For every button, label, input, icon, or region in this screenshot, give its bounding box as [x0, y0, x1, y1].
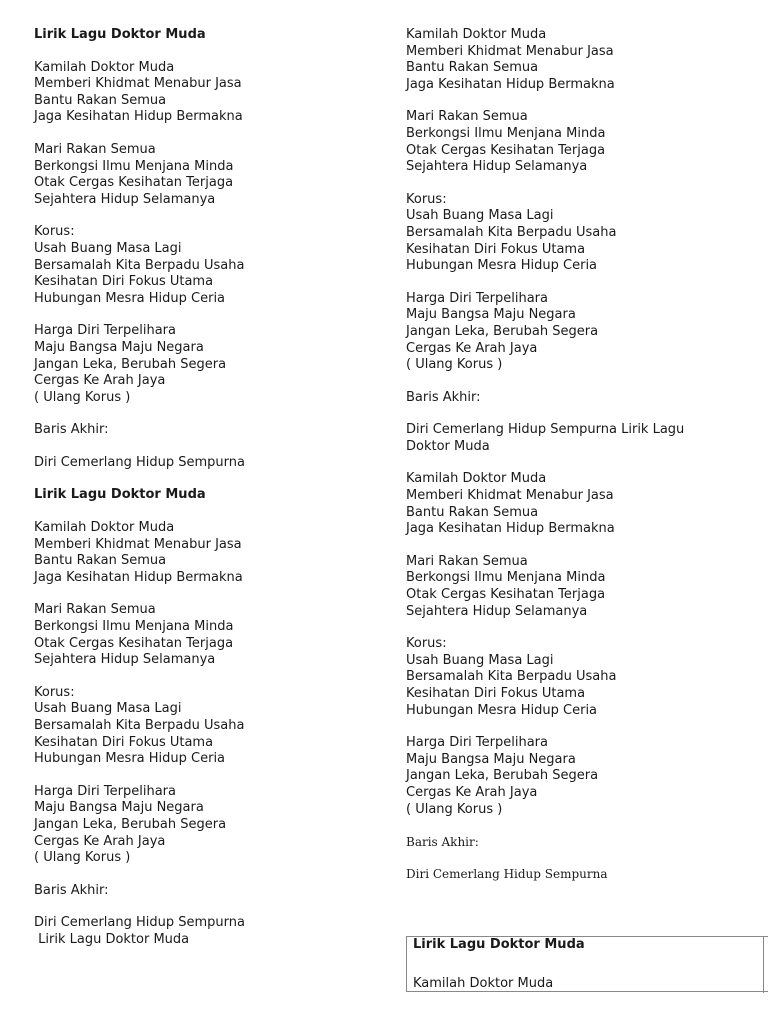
- right-column: [406, 27, 768, 898]
- box-divider: [763, 937, 764, 993]
- lyrics-line: ( Ulang Korus ): [34, 850, 131, 866]
- lyrics-line: Baris Akhir:: [34, 882, 109, 898]
- lyrics-line: Kamilah Doktor Muda: [34, 520, 175, 536]
- lyrics-line: Otak Cergas Kesihatan Terjaga: [406, 587, 606, 603]
- lyrics-line: Otak Cergas Kesihatan Terjaga: [34, 635, 234, 651]
- lyrics-stanza: [34, 422, 374, 439]
- lyrics-line: Sejahtera Hidup Selamanya: [406, 603, 588, 619]
- lyrics-line: Jaga Kesihatan Hidup Bermakna: [34, 569, 243, 585]
- lyrics-line: Bantu Rakan Semua: [406, 504, 539, 520]
- lyrics-line: Harga Diri Terpelihara: [34, 783, 176, 799]
- lyrics-line: ( Ulang Korus ): [34, 389, 131, 405]
- lyrics-line: Bersamalah Kita Berpadu Usaha: [34, 257, 245, 273]
- lyrics-stanza: [406, 554, 768, 620]
- lyrics-line: Memberi Khidmat Menabur Jasa: [406, 488, 614, 504]
- lyrics-line: Korus:: [406, 636, 447, 652]
- lyrics-line: Hubungan Mesra Hidup Ceria: [406, 258, 598, 274]
- lyrics-line: Otak Cergas Kesihatan Terjaga: [406, 142, 606, 158]
- lyrics-stanza: [34, 455, 374, 472]
- lyrics-line: Bantu Rakan Semua: [34, 92, 167, 108]
- lyrics-line: Baris Akhir:: [406, 835, 479, 850]
- lyrics-line: Jangan Leka, Berubah Segera: [406, 768, 599, 784]
- lyrics-line: Maju Bangsa Maju Negara: [406, 751, 576, 767]
- lyrics-line: Mari Rakan Semua: [34, 602, 156, 618]
- lyrics-box: [406, 936, 768, 992]
- lyrics-line: Jaga Kesihatan Hidup Bermakna: [406, 76, 615, 92]
- lyrics-line: Diri Cemerlang Hidup Sempurna: [34, 915, 245, 931]
- lyrics-line: Jangan Leka, Berubah Segera: [34, 816, 227, 832]
- lyrics-line: Baris Akhir:: [34, 422, 109, 438]
- lyrics-line: Hubungan Mesra Hidup Ceria: [34, 751, 226, 767]
- lyrics-line: Doktor Muda: [406, 438, 490, 454]
- lyrics-line: Memberi Khidmat Menabur Jasa: [34, 536, 242, 552]
- lyrics-stanza: [406, 866, 768, 882]
- lyrics-line: Baris Akhir:: [406, 389, 481, 405]
- lyrics-line: Jaga Kesihatan Hidup Bermakna: [34, 109, 243, 125]
- lyrics-stanza: [34, 685, 374, 768]
- lyrics-stanza: [34, 60, 374, 126]
- lyrics-line: Sejahtera Hidup Selamanya: [34, 652, 216, 668]
- lyrics-line: Otak Cergas Kesihatan Terjaga: [34, 175, 234, 191]
- lyrics-line: Mari Rakan Semua: [406, 109, 528, 125]
- lyrics-stanza: [34, 784, 374, 867]
- lyrics-stanza: [34, 602, 374, 668]
- lyrics-line: ( Ulang Korus ): [406, 801, 503, 817]
- lyrics-line: Berkongsi Ilmu Menjana Minda: [406, 125, 606, 141]
- lyrics-box-line: Kamilah Doktor Muda: [413, 975, 554, 991]
- lyrics-box-title: Lirik Lagu Doktor Muda: [413, 937, 585, 952]
- lyrics-stanza: [34, 883, 374, 900]
- left-column: [34, 27, 374, 965]
- lyrics-line: Hubungan Mesra Hidup Ceria: [406, 702, 598, 718]
- lyrics-line: Jangan Leka, Berubah Segera: [34, 356, 227, 372]
- lyrics-line: Mari Rakan Semua: [34, 141, 156, 157]
- lyrics-stanza: [406, 390, 768, 407]
- lyrics-line: Bantu Rakan Semua: [34, 553, 167, 569]
- lyrics-stanza: [34, 323, 374, 406]
- lyrics-line: Cergas Ke Arah Jaya: [34, 373, 166, 389]
- lyrics-stanza: [406, 109, 768, 175]
- lyrics-line: Jangan Leka, Berubah Segera: [406, 323, 599, 339]
- lyrics-stanza: [406, 422, 768, 455]
- lyrics-line: Harga Diri Terpelihara: [406, 290, 548, 306]
- lyrics-line: Kesihatan Diri Fokus Utama: [34, 734, 214, 750]
- lyrics-line: Harga Diri Terpelihara: [34, 323, 176, 339]
- lyrics-line: Lirik Lagu Doktor Muda: [34, 931, 190, 947]
- lyrics-line: Kesihatan Diri Fokus Utama: [406, 241, 586, 257]
- lyrics-line: Korus:: [34, 224, 75, 240]
- lyrics-stanza: [406, 834, 768, 850]
- lyrics-line: Berkongsi Ilmu Menjana Minda: [34, 158, 234, 174]
- lyrics-line: Usah Buang Masa Lagi: [34, 701, 182, 717]
- lyrics-line: Korus:: [34, 684, 75, 700]
- lyrics-line: Berkongsi Ilmu Menjana Minda: [406, 570, 606, 586]
- lyrics-stanza: [34, 915, 374, 948]
- lyrics-line: Kamilah Doktor Muda: [406, 27, 547, 42]
- lyrics-line: Usah Buang Masa Lagi: [406, 652, 554, 668]
- lyrics-line: Kamilah Doktor Muda: [34, 59, 175, 75]
- lyrics-stanza: [406, 291, 768, 374]
- lyrics-line: Sejahtera Hidup Selamanya: [406, 159, 588, 175]
- lyrics-line: Usah Buang Masa Lagi: [406, 208, 554, 224]
- lyrics-line: Bantu Rakan Semua: [406, 60, 539, 76]
- lyrics-line: Hubungan Mesra Hidup Ceria: [34, 290, 226, 306]
- lyrics-line: Memberi Khidmat Menabur Jasa: [34, 76, 242, 92]
- lyrics-line: Cergas Ke Arah Jaya: [34, 833, 166, 849]
- lyrics-line: Korus:: [406, 191, 447, 207]
- lyrics-line: Kesihatan Diri Fokus Utama: [406, 686, 586, 701]
- lyrics-line: Cergas Ke Arah Jaya: [406, 340, 538, 356]
- lyrics-title: Lirik Lagu Doktor Muda: [34, 27, 206, 42]
- lyrics-line: Bersamalah Kita Berpadu Usaha: [406, 669, 617, 685]
- lyrics-line: ( Ulang Korus ): [406, 357, 503, 373]
- lyrics-line: Maju Bangsa Maju Negara: [34, 339, 204, 355]
- lyrics-line: Maju Bangsa Maju Negara: [34, 800, 204, 816]
- lyrics-line: Bersamalah Kita Berpadu Usaha: [406, 224, 617, 240]
- lyrics-line: Memberi Khidmat Menabur Jasa: [406, 43, 614, 59]
- lyrics-line: Usah Buang Masa Lagi: [34, 240, 182, 256]
- lyrics-line: Cergas Ke Arah Jaya: [406, 784, 538, 800]
- lyrics-stanza: [406, 636, 768, 719]
- lyrics-line: Sejahtera Hidup Selamanya: [34, 191, 216, 207]
- lyrics-line: Diri Cemerlang Hidup Sempurna Lirik Lagu: [406, 422, 685, 438]
- lyrics-stanza: [406, 192, 768, 275]
- serif-section: [406, 834, 768, 882]
- lyrics-line: Berkongsi Ilmu Menjana Minda: [34, 619, 234, 635]
- lyrics-line: Kesihatan Diri Fokus Utama: [34, 274, 214, 290]
- lyrics-line: Kamilah Doktor Muda: [406, 471, 547, 487]
- lyrics-line: Mari Rakan Semua: [406, 553, 528, 569]
- lyrics-stanza: [34, 520, 374, 586]
- lyrics-line: Harga Diri Terpelihara: [406, 735, 548, 751]
- lyrics-title: Lirik Lagu Doktor Muda: [34, 487, 206, 503]
- lyrics-line: Diri Cemerlang Hidup Sempurna: [34, 454, 245, 470]
- lyrics-line: Diri Cemerlang Hidup Sempurna: [406, 867, 608, 882]
- lyrics-stanza: [34, 224, 374, 307]
- lyrics-line: Jaga Kesihatan Hidup Bermakna: [406, 521, 615, 537]
- lyrics-stanza: [406, 471, 768, 537]
- lyrics-line: Bersamalah Kita Berpadu Usaha: [34, 718, 245, 733]
- lyrics-stanza: [406, 735, 768, 818]
- lyrics-box-content: [413, 937, 585, 992]
- lyrics-stanza: [34, 142, 374, 208]
- lyrics-line: Maju Bangsa Maju Negara: [406, 307, 576, 323]
- lyrics-stanza: [406, 27, 768, 93]
